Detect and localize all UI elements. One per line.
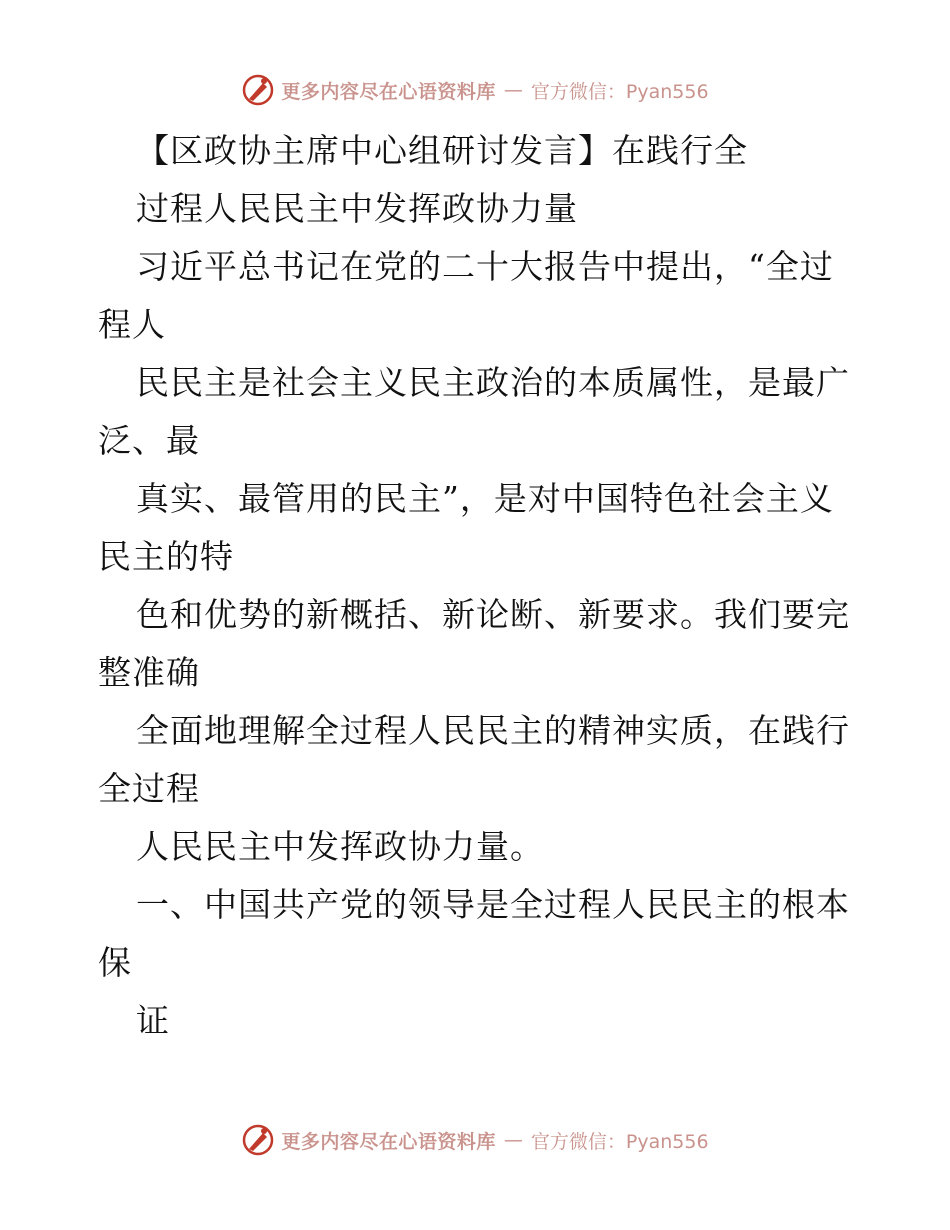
watermark-site-text: 更多内容尽在心语资料库 bbox=[281, 80, 496, 103]
body-line: 民主的特 bbox=[98, 537, 234, 576]
body-line: 民民主是社会主义民主政治的本质属性，是最广 bbox=[136, 363, 850, 402]
pen-logo-icon bbox=[241, 73, 275, 107]
document-body bbox=[98, 122, 858, 1050]
body-line: 泛、最 bbox=[98, 421, 200, 460]
body-line: 全面地理解全过程人民民主的精神实质，在践行 bbox=[136, 711, 850, 750]
watermark-wechat-text: 官方微信：Pyan556 bbox=[530, 1130, 709, 1153]
section-heading-line: 一、中国共产党的领导是全过程人民民主的根本 bbox=[136, 885, 850, 924]
pen-logo-icon bbox=[241, 1123, 275, 1157]
body-line: 【区政协主席中心组研讨发言】在践行全 bbox=[136, 131, 748, 170]
body-line: 过程人民民主中发挥政协力量 bbox=[136, 189, 578, 228]
watermark-site-text: 更多内容尽在心语资料库 bbox=[281, 1130, 496, 1153]
body-line: 人民民主中发挥政协力量。 bbox=[136, 827, 544, 866]
body-line: 真实、最管用的民主”，是对中国特色社会主义 bbox=[136, 479, 834, 518]
body-line: 习近平总书记在党的二十大报告中提出，“全过 bbox=[136, 247, 834, 286]
body-line: 整准确 bbox=[98, 653, 200, 692]
header-watermark bbox=[0, 70, 950, 110]
body-line: 程人 bbox=[98, 305, 166, 344]
footer-watermark bbox=[0, 1120, 950, 1160]
body-line: 色和优势的新概括、新论断、新要求。我们要完 bbox=[136, 595, 850, 634]
body-line: 全过程 bbox=[98, 769, 200, 808]
section-heading-line: 保 bbox=[98, 943, 132, 982]
watermark-dash: — bbox=[503, 79, 523, 101]
section-heading-line: 证 bbox=[136, 1001, 170, 1040]
watermark-wechat-text: 官方微信：Pyan556 bbox=[530, 80, 709, 103]
watermark-dash: — bbox=[503, 1129, 523, 1151]
